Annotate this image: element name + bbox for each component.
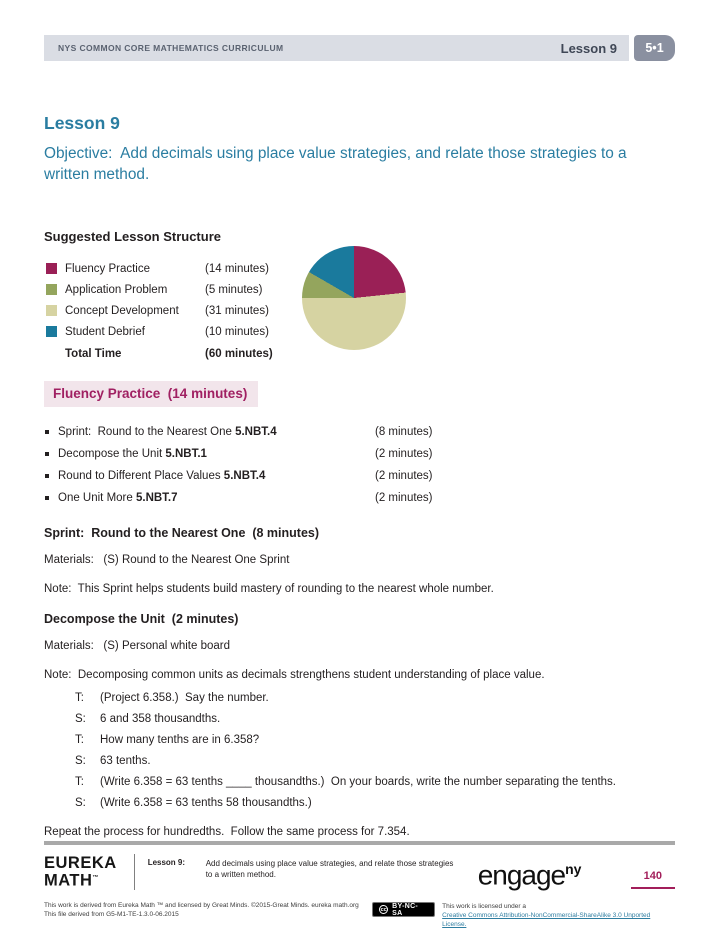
legend-label: Student Debrief	[65, 325, 145, 338]
dialogue-line	[44, 774, 675, 790]
logo-math: MATH	[44, 871, 93, 890]
legend-swatch-concept	[46, 305, 57, 316]
dialogue-text: How many tenths are in 6.358?	[100, 734, 260, 746]
activity-time: (8 minutes)	[375, 426, 433, 438]
activity-name	[58, 426, 375, 438]
activity-text: One Unit More	[58, 492, 136, 504]
legend-swatch-fluency	[46, 263, 57, 274]
header-bar	[44, 35, 629, 61]
legend-item	[44, 279, 302, 300]
activity-name	[58, 448, 375, 460]
page-header	[44, 35, 675, 61]
list-item	[44, 421, 675, 443]
teacher-student-dialogue	[44, 690, 675, 811]
list-item	[44, 465, 675, 487]
lesson-structure	[44, 258, 675, 360]
activity-name	[58, 470, 375, 482]
trademark-symbol: ™	[92, 875, 99, 881]
eureka-math-logo	[44, 854, 117, 889]
legend-item	[44, 321, 302, 342]
legend-time: (10 minutes)	[205, 325, 269, 338]
speaker-label: T:	[75, 734, 84, 746]
dialogue-text: (Write 6.358 = 63 tenths ____ thousandths.) On your boards, write the number separating the tenths.	[100, 776, 616, 788]
cc-badge-label: BY-NC-SA	[392, 902, 419, 917]
activity-time: (2 minutes)	[375, 448, 433, 460]
sprint-heading: Sprint: Round to the Nearest One (8 minutes)	[44, 526, 320, 540]
dialogue-text: 63 tenths.	[100, 755, 151, 767]
bullet-icon	[45, 496, 49, 500]
legend-time: (5 minutes)	[205, 283, 263, 296]
page-title: Lesson 9	[44, 113, 120, 133]
structure-legend	[44, 258, 302, 360]
speaker-label: S:	[75, 755, 86, 767]
lesson-objective: Objective: Add decimals using place value strategies, and relate those strategies to a written method.	[44, 145, 631, 183]
license-row	[44, 902, 675, 929]
dialogue-line	[44, 795, 675, 811]
speaker-label: S:	[75, 713, 86, 725]
list-item	[44, 487, 675, 509]
total-time-value: (60 minutes)	[205, 348, 273, 360]
activity-text: Sprint: Round to the Nearest One	[58, 426, 236, 438]
sprint-materials: Materials: (S) Round to the Nearest One Sprint	[44, 554, 290, 566]
dialogue-line	[44, 690, 675, 706]
sprint-note: Note: This Sprint helps students build mastery of rounding to the nearest whole number.	[44, 583, 494, 595]
header-lesson-number: Lesson 9	[560, 40, 617, 56]
logo-line1: EUREKA	[44, 854, 117, 872]
list-item	[44, 443, 675, 465]
page-number: 140	[643, 870, 662, 882]
module-badge: 5•1	[634, 35, 675, 61]
decompose-heading: Decompose the Unit (2 minutes)	[44, 612, 239, 626]
footer-main-row	[44, 854, 675, 890]
engage-ny-sup: ny	[565, 861, 582, 877]
decompose-note: Note: Decomposing common units as decimals strengthens student understanding of place value.	[44, 669, 545, 681]
page-footer	[44, 841, 675, 929]
dialogue-text: 6 and 358 thousandths.	[100, 713, 221, 725]
logo-line2	[44, 871, 117, 889]
speaker-label: S:	[75, 797, 86, 809]
engage-ny-logo	[478, 854, 582, 890]
legend-swatch-application	[46, 284, 57, 295]
decompose-materials: Materials: (S) Personal white board	[44, 640, 230, 652]
standard-code: 5.NBT.7	[135, 492, 178, 504]
total-time-label: Total Time	[65, 348, 122, 360]
speaker-label: T:	[75, 692, 84, 704]
lesson-structure-pie	[302, 246, 406, 350]
dialogue-line	[44, 753, 675, 769]
activity-name	[58, 492, 375, 504]
activity-time: (2 minutes)	[375, 470, 433, 482]
creative-commons-link[interactable]: Creative Commons Attribution-NonCommercial-ShareAlike 3.0 Unported License.	[442, 912, 651, 929]
license-derived-line: This work is derived from Eureka Math ™ and licensed by Great Minds. ©2015-Great Minds. eureka math.org	[44, 902, 359, 910]
standard-code: 5.NBT.4	[235, 426, 277, 438]
legend-item	[44, 300, 302, 321]
legend-time: (31 minutes)	[205, 304, 269, 317]
legend-label: Concept Development	[65, 304, 179, 317]
bullet-icon	[45, 430, 49, 434]
page-content	[0, 113, 717, 838]
footer-lesson-label: Lesson 9:	[147, 858, 186, 867]
legend-swatch-debrief	[46, 326, 57, 337]
license-left-text	[44, 902, 372, 919]
cc-icon: cc	[380, 906, 387, 913]
legend-item	[44, 258, 302, 279]
dialogue-line	[44, 732, 675, 748]
licensed-under-text: This work is licensed under a	[442, 903, 526, 911]
footer-divider	[44, 841, 675, 845]
dialogue-text: (Project 6.358.) Say the number.	[100, 692, 269, 704]
activity-text: Round to Different Place Values	[58, 470, 224, 482]
legend-label: Fluency Practice	[65, 262, 151, 275]
page-number-underline	[631, 866, 675, 889]
footer-vertical-divider	[134, 854, 135, 890]
total-time-row	[44, 348, 302, 360]
legend-time: (14 minutes)	[205, 262, 269, 275]
license-file-line: This file derived from G5-M1-TE-1.3.0-06.2015	[44, 910, 179, 918]
standard-code: 5.NBT.4	[223, 470, 266, 482]
fluency-section-heading: Fluency Practice (14 minutes)	[44, 381, 258, 407]
structure-heading: Suggested Lesson Structure	[44, 229, 221, 244]
bullet-icon	[45, 474, 49, 478]
activity-text: Decompose the Unit	[58, 448, 166, 460]
speaker-label: T:	[75, 776, 84, 788]
dialogue-line	[44, 711, 675, 727]
footer-lesson-description: Add decimals using place value strategies, and relate those strategies to a written method.	[205, 859, 454, 879]
fluency-activity-list	[44, 421, 675, 509]
standard-code: 5.NBT.1	[165, 448, 207, 460]
dialogue-text: (Write 6.358 = 63 tenths 58 thousandths.)	[100, 797, 312, 809]
legend-label: Application Problem	[65, 283, 168, 296]
engage-text: engage	[477, 859, 566, 891]
repeat-instruction: Repeat the process for hundredths. Follow the same process for 7.354.	[44, 826, 410, 838]
bullet-icon	[45, 452, 49, 456]
curriculum-title: NYS COMMON CORE MATHEMATICS CURRICULUM	[58, 43, 284, 53]
cc-by-nc-sa-badge	[372, 902, 435, 917]
license-right-text	[442, 902, 675, 929]
activity-time: (2 minutes)	[375, 492, 433, 504]
